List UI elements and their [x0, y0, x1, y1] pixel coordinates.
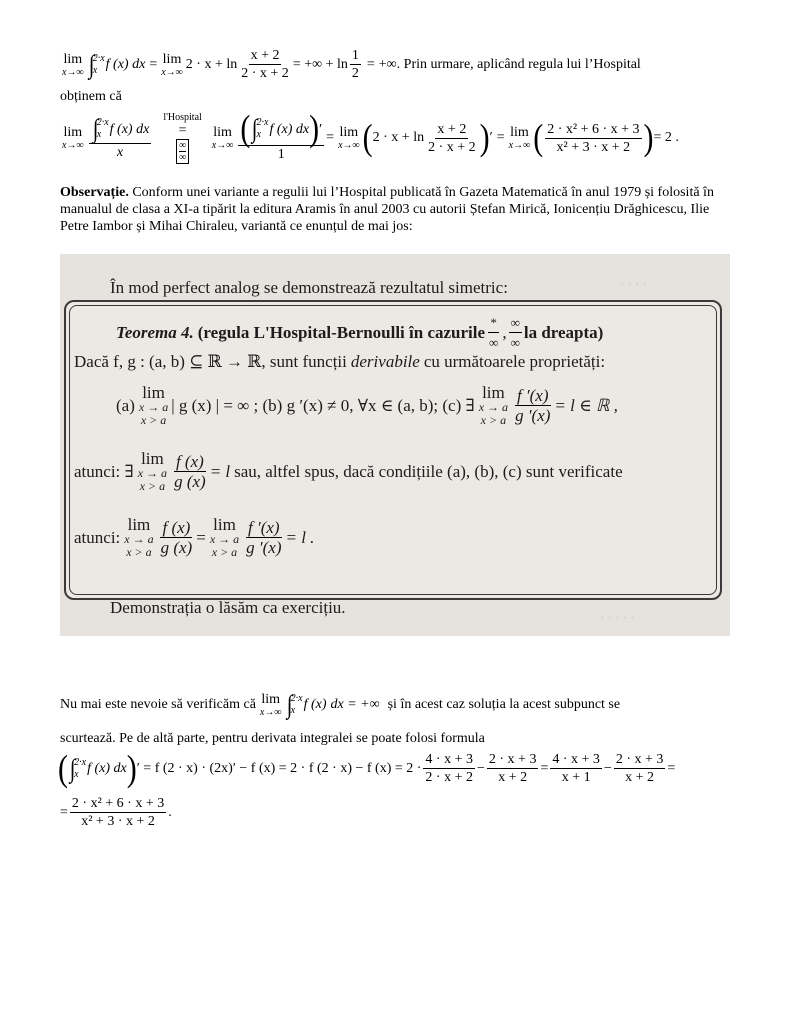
- bottom-line-1: Nu mai este nevoie să verificăm că lim x→∞ ∫ 2·x x f (x) dx = +∞ și în acest caz soluția la acest subpunct se: [60, 690, 621, 719]
- scan-demo-note: Demonstrația o lăsăm ca exercițiu.: [110, 598, 346, 617]
- limit-equation-1: lim x→∞ ∫ 2·x x f (x) dx = lim x→∞ 2 · x + ln $\frac{x + 2}{2 \cdot x + 2}$ = +∞ + ln $\frac{1}{2}$ = +∞ . Prin urmare, aplicând regula lui l’Hospital: [62, 48, 641, 81]
- text-obtinem: obținem că: [60, 89, 122, 104]
- observation-label: Observație.: [60, 185, 129, 200]
- scan-intro: În mod perfect analog se demonstrează rezultatul simetric:: [110, 278, 508, 297]
- scanned-theorem-image: · · · · · · · · · În mod perfect analog se demonstrează rezultatul simetric: Teorema 4. (regula L'Hospital-Bernoulli în cazurile $\frac{*}{\infty}$ , $\frac{\infty}{\infty}$ la dreapta) Dacă f, g : (a, b) ⊆ ℝ → ℝ, sunt funcții derivabile cu următoarele proprietăți: (a) lim x → a x > a | g (x) | = ∞ ; (b) g ′(x) ≠ 0, ∀x ∈ (a, b); (c) ∃ lim x → a x > a $\frac{f '(x)}{g '(x)}$ = l ∈ ℝ , atunci: ∃ lim x → a x > a $\frac{f (x)}{g (x)}$ = l sau, altfel spus, dacă condițiile (a), (b), (c) sunt verificate atunci: lim x → a x > a $\frac{f (x)}{g (x)}$ = lim x → a x > a $\frac{f '(x)}{g '(x)}$ = l . Demonstrația o lăsăm ca exercițiu.: [60, 254, 730, 636]
- lhospital-equation: lim x→∞ ∫ 2·x x f (x) dx x l'Hospital = ∞ ∞ lim x→∞ ( ∫ 2·x x f (x) dx ) ′ 1 = lim x→∞ ( 2 · x + ln $\frac{x + 2}{2 \cdot x + 2}$ ) ′ = lim x→∞ ( $\frac{\text{2 · x² + 6 · x + 3}}{\text{x² + 3 · x + 2}}$ ) = 2 .: [62, 107, 679, 163]
- theorem-conclusion-1: atunci: ∃ lim x → a x > a $\frac{f (x)}{g (x)}$ = l sau, altfel spus, dacă condițiile (a), (b), (c) sunt verificate: [74, 449, 623, 493]
- observation-paragraph: [60, 184, 720, 235]
- bottom-line-2: scurtează. Pe de altă parte, pentru derivata integralei se poate folosi formula: [60, 731, 485, 746]
- theorem-conclusion-2: atunci: lim x → a x > a $\frac{f (x)}{g (x)}$ = lim x → a x > a $\frac{f '(x)}{g '(x)}$ = l .: [74, 515, 315, 559]
- derivative-result: = $\frac{\text{2 · x² + 6 · x + 3}}{\text{x² + 3 · x + 2}}$ .: [60, 796, 172, 829]
- observation-text: Conform unei variante a regulii lui l’Hospital publicată în Gazeta Matematică în anul 1979 și folosită în manualul de clasa a XI-a tipărit la editura Aramis în anul 2003 cu autorii Ștefan Mirică, Ionicențiu Drăghicescu, Ilie Petre Iambor și Mihai Chiraleu, variantă ce enunțul de mai jos:: [60, 185, 714, 234]
- theorem-box: [64, 300, 722, 600]
- theorem-hypothesis: Dacă f, g : (a, b) ⊆ ℝ → ℝ, sunt funcții derivabile cu următoarele proprietăți:: [74, 352, 606, 371]
- theorem-conditions: (a) lim x → a x > a | g (x) | = ∞ ; (b) g ′(x) ≠ 0, ∀x ∈ (a, b); (c) ∃ lim x → a x > a $\frac{f '(x)}{g '(x)}$ = l ∈ ℝ ,: [116, 383, 618, 427]
- derivative-equation: ( ∫ 2·x x f (x) dx ) ′ = f (2 · x) · (2x)′ − f (x) = 2 · f (2 · x) − f (x) = 2 · $\frac{4 \cdot x + 3}{2 \cdot x + 2}$ − $\frac{2 \cdot x + 3}{x + 2}$ = $\frac{4 \cdot x + 3}{x + 1}$ − $\frac{2 \cdot x + 3}{x + 2}$ =: [58, 747, 676, 789]
- theorem-heading: Teorema 4. (regula L'Hospital-Bernoulli în cazurile $\frac{*}{\infty}$ , $\frac{\infty}{\infty}$ la dreapta): [116, 315, 604, 350]
